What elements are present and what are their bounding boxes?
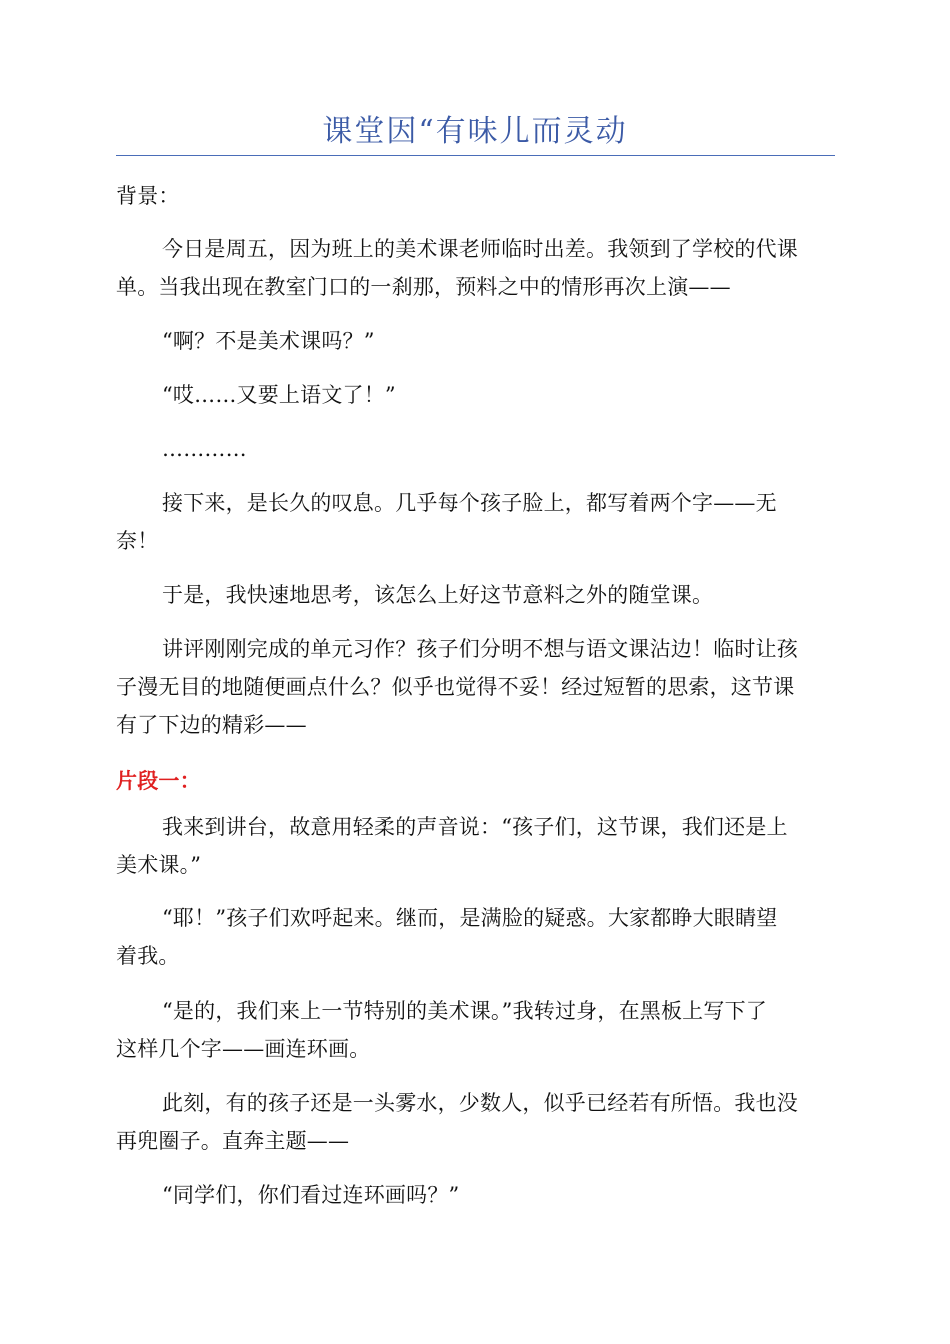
- quote-3: “同学们，你们看过连环画吗？”: [162, 1183, 460, 1207]
- paragraph-4-line-1: 讲评刚刚完成的单元习作？孩子们分明不想与语文课沾边！临时让孩: [162, 637, 798, 661]
- paragraph-1-line-2: 单。当我出现在教室门口的一刹那，预料之中的情形再次上演——: [116, 275, 731, 299]
- paragraph-1: [116, 230, 834, 306]
- title-underline: [116, 155, 835, 156]
- paragraph-6-line-2: 着我。: [116, 944, 180, 968]
- paragraph-1-line-1: 今日是周五，因为班上的美术课老师临时出差。我领到了学校的代课: [162, 237, 798, 261]
- paragraph-7: [116, 992, 834, 1068]
- quote-2: “哎……又要上语文了！”: [162, 383, 396, 407]
- quote-1: “啊？不是美术课吗？”: [162, 329, 375, 353]
- section-heading: 片段一：: [116, 769, 201, 793]
- paragraph-7-line-1: “是的，我们来上一节特别的美术课。”我转过身，在黑板上写下了: [162, 999, 767, 1023]
- paragraph-2: [116, 484, 834, 560]
- paragraph-8-line-2: 再兜圈子。直奔主题——: [116, 1129, 350, 1153]
- paragraph-2-line-1: 接下来，是长久的叹息。几乎每个孩子脸上，都写着两个字——无: [162, 491, 777, 515]
- paragraph-5-line-2: 美术课。”: [116, 853, 202, 877]
- paragraph-7-line-2: 这样几个字——画连环画。: [116, 1037, 371, 1061]
- paragraph-6-line-1: “耶！”孩子们欢呼起来。继而，是满脸的疑惑。大家都睁大眼睛望: [162, 906, 778, 930]
- paragraph-3: 于是，我快速地思考，该怎么上好这节意料之外的随堂课。: [162, 583, 714, 607]
- paragraph-8-line-1: 此刻，有的孩子还是一头雾水，少数人，似乎已经若有所悟。我也没: [162, 1091, 798, 1115]
- ellipsis-line: …………: [162, 437, 247, 461]
- paragraph-5-line-1: 我来到讲台，故意用轻柔的声音说：“孩子们，这节课，我们还是上: [162, 815, 788, 839]
- paragraph-4: [116, 630, 834, 744]
- paragraph-8: [116, 1084, 834, 1160]
- background-label: 背景：: [116, 184, 180, 208]
- paragraph-4-line-2: 子漫无目的地随便画点什么？似乎也觉得不妥！经过短暂的思索，这节课: [116, 675, 795, 699]
- paragraph-5: [116, 808, 834, 884]
- paragraph-2-line-2: 奈！: [116, 529, 159, 553]
- paragraph-6: [116, 899, 834, 975]
- document-title: 课堂因“有味儿而灵动: [322, 114, 628, 149]
- paragraph-4-line-3: 有了下边的精彩——: [116, 713, 307, 737]
